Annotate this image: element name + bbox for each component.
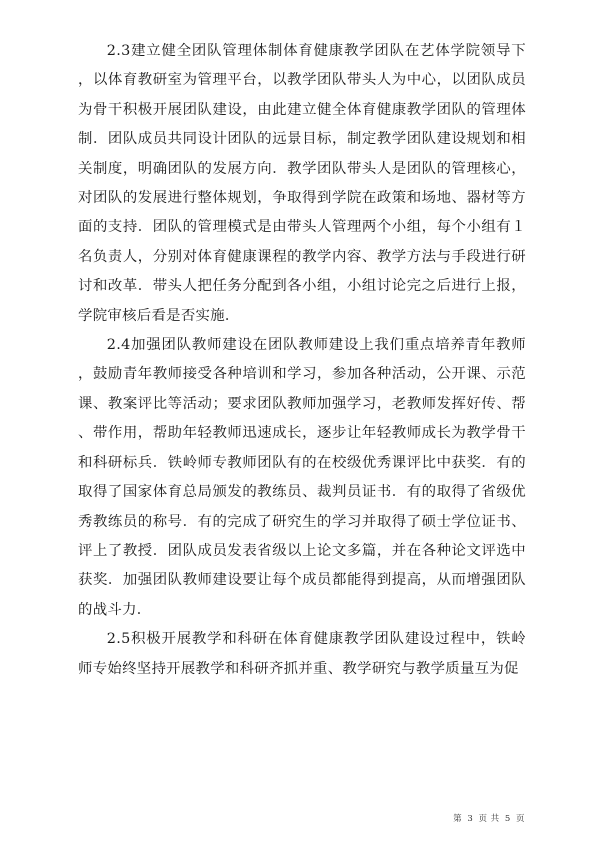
footer-suffix: 页 [515,814,525,824]
paragraph-2-4: 2.4加强团队教师建设在团队教师建设上我们重点培养青年教师，鼓励青年教师接受各种培训和学习，参加各种活动，公开课、示范课、教案评比等活动；要求团队教师加强学习，老教师发挥好传、帮、带作用，帮助年轻教师迅速成长，逐步让年轻教师成长为教学骨干和科研标兵．铁岭师专教师团队有的在校级优秀课评比中获奖．有的取得了国家体育总局颁发的教练员、裁判员证书．有的取得了省级优秀教练员的称号．有的完成了研究生的学习并取得了硕士学位证书、评上了教授．团队成员发表省级以上论文多篇，并在各种论文评选中获奖．加强团队教师建设要让每个成员都能得到提高，从而增强团队的战斗力． [78,337,526,618]
footer-middle: 页 共 [478,814,500,824]
paragraph-2-3: 2.3建立健全团队管理体制体育健康教学团队在艺体学院领导下，以体育教研室为管理平台，以教学团队带头人为中心，以团队成员为骨干积极开展团队建设，由此建立健全体育健康教学团队的管理体制．团队成员共同设计团队的远景目标，制定教学团队建设规划和相关制度，明确团队的发展方向．教学团队带头人是团队的管理核心，对团队的发展进行整体规划，争取得到学院在政策和场地、器材等方面的支持．团队的管理模式是由带头人管理两个小组，每个小组有１名负责人，分别对体育健康课程的教学内容、教学方法与手段进行研讨和改革．带头人把任务分配到各小组，小组讨论完之后进行上报，学院审核后看是否实施． [78,43,526,324]
footer-prefix: 第 [453,814,463,824]
document-body [78,37,526,684]
page-number-footer [452,812,526,824]
paragraph-2-5: 2.5积极开展教学和科研在体育健康教学团队建设过程中，铁岭师专始终坚持开展教学和科研齐抓并重、教学研究与教学质量互为促 [78,631,526,677]
footer-total-pages: 5 [504,814,511,824]
footer-current-page: 3 [467,814,474,824]
